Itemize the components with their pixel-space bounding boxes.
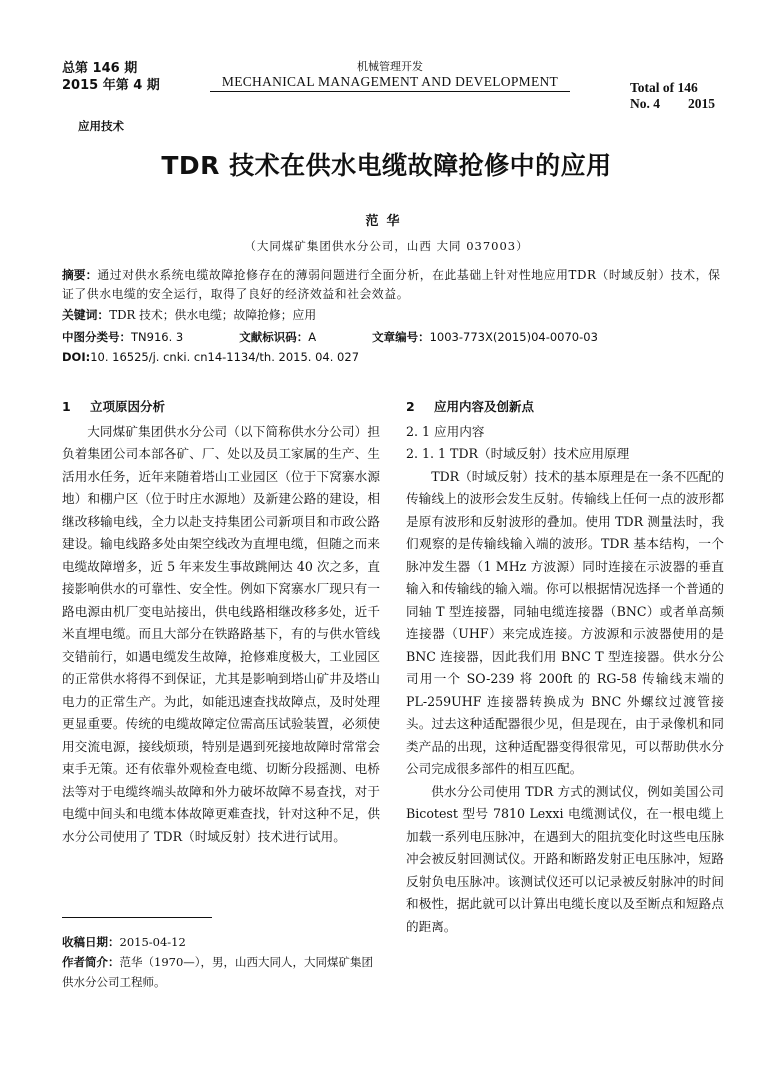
section-2-paragraph-2: 供水分公司使用 TDR 方式的测试仪，例如美国公司 Bicotest 型号 7810 Lexxi 电缆测试仪，在一根电缆上加载一系列电压脉冲，在遇到大的阻抗变化时这些电压脉冲会被反射回测试仪。开路和断路发射正电压脉冲，短路反射负电压脉冲。该测试仪还可以记录被反射脉冲的时间和极性，据此就可以计算出电缆长度以及至断点和短路点的距离。 bbox=[406, 783, 724, 934]
author-affiliation: （大同煤矿集团供水分公司，山西 大同 037003） bbox=[244, 239, 529, 253]
section-1-paragraph: 大同煤矿集团供水分公司（以下简称供水分公司）担负着集团公司本部各矿、厂、处以及员工家属的生产、生活用水任务，近年来随着塔山工业园区（位于下窝寨水源地）和棚户区（位于时庄水源地）及新建公路的建设，相继改移输电线，全力以赴支持集团公司新项目和市政公路建设。输电线路多处由架空线改为直埋电缆，但随之而来电缆故障增多，近 5 年来发生事故跳闸达 40 次之多，直接影响供水的可靠性、安全性。例如下窝寨水厂现只有一路电源由机厂变电站接出，供电线路相继改移多处，近千米直埋电缆。而且大部分在铁路路基下，有的与供水管线交错前行，如遇电缆发生故障，抢修难度极大，工业园区的正常供水将得不到保证，尤其是影响到塔山矿井及塔山电力的正常生产。为此，如能迅速查找故障点，及时处理更显重要。传统的电缆故障定位需高压试验装置，必须使用交流电源，接线烦琐，特别是遇到死接地故障时常常会束手无策。还有依靠外观检查电缆、切断分段摇测、电桥法等对于电缆终端头故障和外力破坏故障不易查找，对于电缆中间头和电缆本体故障更难查找，针对这种不足，供水分公司使用了 TDR（时域反射）技术进行试用。 bbox=[62, 423, 380, 844]
article-label: 文章编号： bbox=[372, 330, 430, 344]
article-code bbox=[372, 328, 626, 347]
received-value: 2015-04-12 bbox=[119, 935, 186, 949]
author-bio-label: 作者简介： bbox=[62, 955, 120, 969]
keywords-text: TDR 技术；供水电缆；故障抢修；应用 bbox=[109, 308, 317, 322]
section-2-paragraph-1: TDR（时域反射）技术的基本原理是在一条不匹配的传输线上的波形会发生反射。传输线上任何一点的波形都是原有波形和反射波形的叠加。使用 TDR 测量法时，我们观察的是传输线输入端的波形。TDR 基本结构，一个脉冲发生器（1 MHz 方波源）同时连接在示波器的垂直输入和传输线的输入端。你可以根据情况选择一个普通的同轴 T 型连接器，同轴电缆连接器（BNC）或者单高频连接器（UHF）来完成连接。方波源和示波器使用的是 BNC 连接器，因此我们用 BNC T 型连接器。供水分公司用一个 SO-239 将 200ft 的 RG-58 传输线末端的 PL-259UHF 连接器转换成为 BNC 外螺纹过渡管接头。过去这种适配器很少见，但是现在，由于录像机和同类产品的出现，这种适配器变得很常见，可以帮助供水分公司完成很多部件的相互匹配。 bbox=[406, 468, 724, 776]
total-issue-en: Total of 146 bbox=[630, 80, 698, 95]
doi-value: 10. 16525/j. cnki. cn14-1134/th. 2015. 04. 027 bbox=[90, 350, 360, 364]
subsection-2-1: 2. 1 应用内容 bbox=[406, 423, 485, 439]
section-tag: 应用技术 bbox=[78, 119, 124, 133]
doi-label: DOI: bbox=[62, 350, 91, 364]
doc-value: A bbox=[308, 330, 317, 344]
issue-info-left bbox=[62, 60, 182, 94]
paper-author: 范华 bbox=[365, 214, 408, 229]
year-issue-cn: 2015 年第 4 期 bbox=[62, 78, 160, 93]
issue-info-right bbox=[630, 80, 730, 112]
clc-code bbox=[62, 328, 211, 347]
received-date bbox=[62, 932, 380, 952]
section-1-title: 立项原因分析 bbox=[90, 399, 166, 414]
abstract-text: 通过对供水系统电缆故障抢修存在的薄弱问题进行全面分析，在此基础上针对性地应用TDR（时域反射）技术，保证了供水电缆的安全运行，取得了良好的经济效益和社会效益。 bbox=[62, 268, 721, 301]
author-bio bbox=[62, 952, 380, 992]
journal-name-en: MECHANICAL MANAGEMENT AND DEVELOPMENT bbox=[210, 74, 570, 92]
author-bio-text: 范华（1970—），男，山西大同人，大同煤矿集团供水分公司工程师。 bbox=[62, 955, 374, 989]
keywords bbox=[62, 306, 722, 325]
paper-title: TDR 技术在供水电缆故障抢修中的应用 bbox=[161, 151, 612, 180]
section-1-number: 1 bbox=[62, 399, 71, 414]
issue-number-en: No. 4 bbox=[630, 96, 660, 111]
article-value: 1003-773X(2015)04-0070-03 bbox=[429, 330, 598, 344]
clc-label: 中图分类号： bbox=[62, 330, 131, 344]
section-2-title: 应用内容及创新点 bbox=[434, 399, 535, 414]
footnote-divider bbox=[62, 917, 212, 918]
section-1-heading bbox=[62, 396, 380, 419]
abstract bbox=[62, 266, 722, 304]
abstract-label: 摘要： bbox=[62, 268, 98, 282]
received-label: 收稿日期： bbox=[62, 935, 120, 949]
issue-year-en: 2015 bbox=[688, 96, 715, 111]
footnote bbox=[62, 932, 380, 992]
total-issue-cn: 总第 146 期 bbox=[62, 61, 138, 76]
journal-name-cn: 机械管理开发 bbox=[357, 60, 423, 73]
section-2-number: 2 bbox=[406, 399, 415, 414]
subsection-2-1-1: 2. 1. 1 TDR（时域反射）技术应用原理 bbox=[406, 446, 630, 461]
doc-code bbox=[239, 328, 344, 347]
clc-value: TN916. 3 bbox=[131, 330, 184, 344]
doi bbox=[62, 348, 722, 367]
doc-label: 文献标识码： bbox=[239, 330, 309, 344]
left-column bbox=[62, 396, 380, 848]
section-2-heading bbox=[406, 396, 724, 419]
right-column bbox=[406, 396, 724, 938]
classification-codes bbox=[62, 328, 722, 347]
journal-header bbox=[210, 60, 570, 92]
keywords-label: 关键词： bbox=[62, 308, 110, 322]
